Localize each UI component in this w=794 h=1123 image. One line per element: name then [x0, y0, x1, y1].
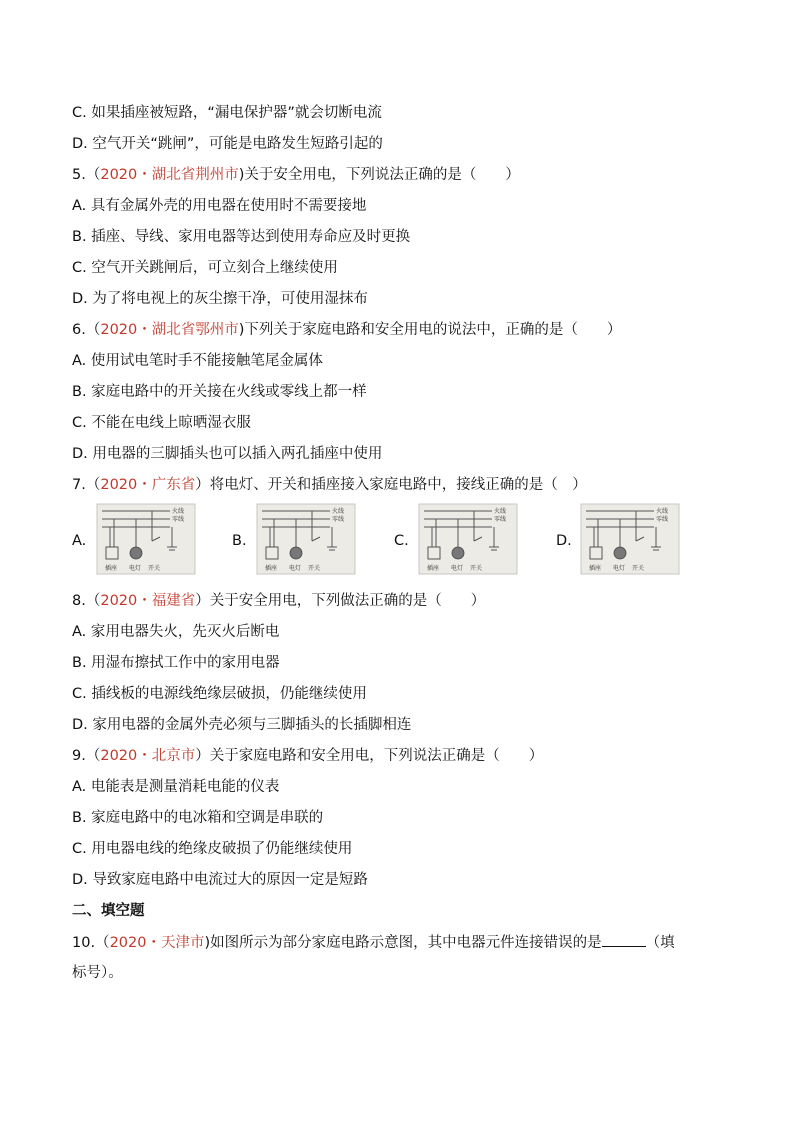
- question-source: 2020・福建省: [100, 593, 196, 609]
- q5-option-d: D. 为了将电视上的灰尘擦干净，可使用湿抹布: [72, 291, 368, 307]
- question-source: 2020・湖北省荆州市: [100, 167, 239, 183]
- live-wire-label: 火线: [494, 508, 507, 515]
- question-text: )下列关于家庭电路和安全用电的说法中，正确的是（ ）: [238, 322, 622, 338]
- question-8: [72, 591, 485, 611]
- option-label: B.: [232, 533, 247, 549]
- q8-option-c: C. 插线板的电源线绝缘层破损，仍能继续使用: [72, 686, 367, 702]
- question-number: 5.（: [72, 167, 101, 183]
- lamp-label: 电灯: [613, 565, 626, 572]
- question-number: 10.（: [72, 935, 110, 951]
- socket-label: 插座: [265, 565, 278, 572]
- q6-option-d: D. 用电器的三脚插头也可以插入两孔插座中使用: [72, 446, 383, 462]
- neutral-wire-label: 零线: [656, 516, 669, 523]
- neutral-wire-label: 零线: [494, 516, 507, 523]
- lamp-label: 电灯: [289, 565, 302, 572]
- socket-label: 插座: [589, 565, 602, 572]
- question-text: )关于安全用电，下列说法正确的是（ ）: [238, 167, 520, 183]
- question-source: 2020・广东省: [100, 477, 196, 493]
- question-text-tail: （填: [645, 935, 675, 951]
- live-wire-label: 火线: [656, 508, 669, 515]
- lamp-label: 电灯: [129, 565, 142, 572]
- question-text: ）关于家庭电路和安全用电，下列说法正确是（ ）: [195, 748, 544, 764]
- question-number: 6.（: [72, 322, 101, 338]
- option-label: D.: [556, 533, 572, 549]
- question-7: [72, 475, 587, 495]
- option-label: C.: [394, 533, 409, 549]
- circuit-diagram-a: [96, 503, 196, 575]
- socket-label: 插座: [427, 565, 440, 572]
- q8-option-d: D. 家用电器的金属外壳必须与三脚插头的长插脚相连: [72, 717, 412, 733]
- circuit-diagram-c: [418, 503, 518, 575]
- switch-label: 开关: [632, 565, 645, 572]
- question-5: [72, 165, 520, 185]
- q5-option-a: A. 具有金属外壳的用电器在使用时不需要接地: [72, 198, 367, 214]
- question-number: 9.（: [72, 748, 101, 764]
- q6-option-a: A. 使用试电笔时手不能接触笔尾金属体: [72, 353, 323, 369]
- question-source: 2020・北京市: [100, 748, 196, 764]
- switch-label: 开关: [148, 565, 161, 572]
- q9-option-d: D. 导致家庭电路中电流过大的原因一定是短路: [72, 872, 368, 888]
- answer-blank[interactable]: [602, 932, 646, 947]
- lamp-label: 电灯: [451, 565, 464, 572]
- lamp-symbol: [452, 547, 464, 559]
- option-label: A.: [72, 533, 87, 549]
- question-10-continued: 标号）。: [72, 965, 123, 981]
- question-9: [72, 746, 543, 766]
- q6-option-b: B. 家庭电路中的开关接在火线或零线上都一样: [72, 384, 367, 400]
- q5-option-c: C. 空气开关跳闸后，可立刻合上继续使用: [72, 260, 338, 276]
- q7-options-row: [72, 503, 722, 579]
- question-6: [72, 320, 621, 340]
- question-10: [72, 932, 675, 953]
- lamp-symbol: [614, 547, 626, 559]
- q8-option-b: B. 用湿布擦拭工作中的家用电器: [72, 655, 280, 671]
- neutral-wire-label: 零线: [172, 516, 185, 523]
- question-number: 8.（: [72, 593, 101, 609]
- switch-label: 开关: [470, 565, 483, 572]
- q6-option-c: C. 不能在电线上晾晒湿衣服: [72, 415, 251, 431]
- q4-option-d: D. 空气开关“跳闸”，可能是电路发生短路引起的: [72, 136, 383, 152]
- q5-option-b: B. 插座、导线、家用电器等达到使用寿命应及时更换: [72, 229, 411, 245]
- question-number: 7.（: [72, 477, 101, 493]
- lamp-symbol: [130, 547, 142, 559]
- circuit-diagram-b: [256, 503, 356, 575]
- neutral-wire-label: 零线: [332, 516, 345, 523]
- question-source: 2020・湖北省鄂州市: [100, 322, 239, 338]
- switch-label: 开关: [308, 565, 321, 572]
- socket-label: 插座: [105, 565, 118, 572]
- q9-option-a: A. 电能表是测量消耗电能的仪表: [72, 779, 280, 795]
- question-text: )如图所示为部分家庭电路示意图，其中电器元件连接错误的是: [204, 935, 602, 951]
- q9-option-c: C. 用电器电线的绝缘皮破损了仍能继续使用: [72, 841, 353, 857]
- question-text: ）将电灯、开关和插座接入家庭电路中，接线正确的是（ ）: [195, 477, 587, 493]
- lamp-symbol: [290, 547, 302, 559]
- live-wire-label: 火线: [172, 508, 185, 515]
- q8-option-a: A. 家用电器失火，先灭火后断电: [72, 624, 280, 640]
- question-source: 2020・天津市: [109, 935, 205, 951]
- circuit-diagram-d: [580, 503, 680, 575]
- question-text: ）关于安全用电，下列做法正确的是（ ）: [195, 593, 486, 609]
- q9-option-b: B. 家庭电路中的电冰箱和空调是串联的: [72, 810, 324, 826]
- live-wire-label: 火线: [332, 508, 345, 515]
- q4-option-c: C. 如果插座被短路，“漏电保护器”就会切断电流: [72, 105, 382, 121]
- section-heading-fill-in: 二、填空题: [72, 903, 145, 919]
